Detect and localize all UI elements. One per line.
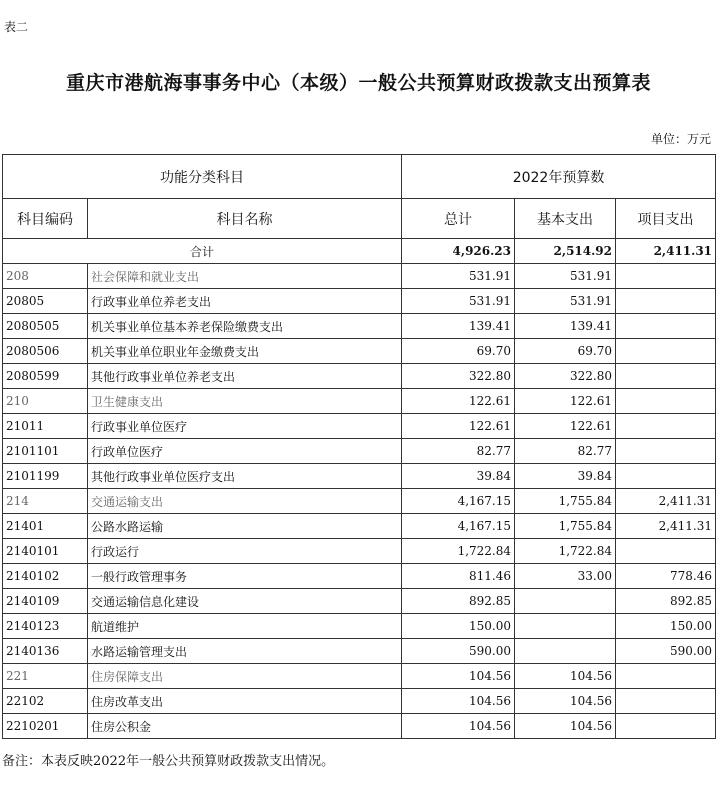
row-total: 892.85: [402, 589, 515, 614]
row-code: 22102: [3, 689, 88, 714]
row-basic: 1,755.84: [515, 514, 616, 539]
table-row: [3, 614, 716, 639]
table-row: [3, 489, 716, 514]
row-code: 2140102: [3, 564, 88, 589]
unit-label: 单位：万元: [650, 132, 711, 146]
row-basic: 531.91: [515, 289, 616, 314]
table-row: [3, 364, 716, 389]
row-basic: 531.91: [515, 264, 616, 289]
row-total: 150.00: [402, 614, 515, 639]
row-name: 行政单位医疗: [88, 439, 402, 464]
row-project: [616, 714, 716, 739]
row-total: 82.77: [402, 439, 515, 464]
row-basic: 1,722.84: [515, 539, 616, 564]
row-total: 322.80: [402, 364, 515, 389]
row-basic: 322.80: [515, 364, 616, 389]
table-row: [3, 439, 716, 464]
row-code: 221: [3, 664, 88, 689]
row-code: 2080506: [3, 339, 88, 364]
row-basic: 122.61: [515, 414, 616, 439]
row-code: 2140109: [3, 589, 88, 614]
row-total: 122.61: [402, 389, 515, 414]
table-row: [3, 639, 716, 664]
row-basic: 139.41: [515, 314, 616, 339]
row-name: 公路水路运输: [88, 514, 402, 539]
row-total: 39.84: [402, 464, 515, 489]
row-project: 2,411.31: [616, 514, 716, 539]
row-project: [616, 539, 716, 564]
row-name: 交通运输支出: [88, 489, 402, 514]
table-row: [3, 414, 716, 439]
row-name: 交通运输信息化建设: [88, 589, 402, 614]
row-project: 2,411.31: [616, 489, 716, 514]
row-code: 210: [3, 389, 88, 414]
table-row: [3, 564, 716, 589]
table-row: [3, 714, 716, 739]
row-name: 住房公积金: [88, 714, 402, 739]
row-name: 社会保障和就业支出: [88, 264, 402, 289]
row-project: [616, 289, 716, 314]
row-basic: 122.61: [515, 389, 616, 414]
row-project: [616, 314, 716, 339]
row-total: 139.41: [402, 314, 515, 339]
row-name: 住房改革支出: [88, 689, 402, 714]
header-basic: 基本支出: [515, 199, 616, 239]
row-total: 590.00: [402, 639, 515, 664]
page-title: 重庆市港航海事事务中心（本级）一般公共预算财政拨款支出预算表: [65, 72, 651, 94]
row-project: [616, 264, 716, 289]
total-total: 4,926.23: [402, 239, 515, 264]
row-name: 行政运行: [88, 539, 402, 564]
table-row: [3, 314, 716, 339]
row-code: 2080505: [3, 314, 88, 339]
row-project: [616, 389, 716, 414]
row-name: 机关事业单位基本养老保险缴费支出: [88, 314, 402, 339]
row-basic: [515, 614, 616, 639]
row-code: 21011: [3, 414, 88, 439]
row-basic: 104.56: [515, 664, 616, 689]
table-row: [3, 389, 716, 414]
row-code: 2210201: [3, 714, 88, 739]
row-basic: 104.56: [515, 714, 616, 739]
row-total: 1,722.84: [402, 539, 515, 564]
total-row: [3, 239, 716, 264]
row-name: 机关事业单位职业年金缴费支出: [88, 339, 402, 364]
row-code: 2080599: [3, 364, 88, 389]
row-basic: 82.77: [515, 439, 616, 464]
table-row: [3, 664, 716, 689]
row-project: [616, 464, 716, 489]
header-project: 项目支出: [616, 199, 716, 239]
row-project: [616, 664, 716, 689]
row-basic: 104.56: [515, 689, 616, 714]
row-project: [616, 414, 716, 439]
header-budget-year: 2022年预算数: [402, 155, 716, 199]
row-name: 航道维护: [88, 614, 402, 639]
row-code: 2140101: [3, 539, 88, 564]
table-row: [3, 339, 716, 364]
header-functional-classification: 功能分类科目: [3, 155, 402, 199]
row-project: [616, 364, 716, 389]
row-code: 2140123: [3, 614, 88, 639]
row-total: 4,167.15: [402, 514, 515, 539]
table-row: [3, 464, 716, 489]
header-total: 总计: [402, 199, 515, 239]
row-total: 122.61: [402, 414, 515, 439]
total-project: 2,411.31: [616, 239, 716, 264]
row-name: 卫生健康支出: [88, 389, 402, 414]
row-name: 行政事业单位养老支出: [88, 289, 402, 314]
row-name: 水路运输管理支出: [88, 639, 402, 664]
row-code: 214: [3, 489, 88, 514]
row-total: 531.91: [402, 264, 515, 289]
row-code: 20805: [3, 289, 88, 314]
row-total: 104.56: [402, 689, 515, 714]
row-total: 104.56: [402, 714, 515, 739]
row-project: 150.00: [616, 614, 716, 639]
row-code: 208: [3, 264, 88, 289]
row-project: 892.85: [616, 589, 716, 614]
row-code: 2101101: [3, 439, 88, 464]
footnote: 备注：本表反映2022年一般公共预算财政拨款支出情况。: [2, 754, 335, 769]
row-project: [616, 689, 716, 714]
row-total: 104.56: [402, 664, 515, 689]
total-basic: 2,514.92: [515, 239, 616, 264]
row-project: [616, 339, 716, 364]
row-code: 21401: [3, 514, 88, 539]
header-name: 科目名称: [88, 199, 402, 239]
row-total: 811.46: [402, 564, 515, 589]
document-label: 表二: [4, 20, 29, 34]
total-label: 合计: [3, 239, 402, 264]
row-basic: [515, 639, 616, 664]
row-name: 一般行政管理事务: [88, 564, 402, 589]
row-name: 行政事业单位医疗: [88, 414, 402, 439]
row-project: [616, 439, 716, 464]
table-row: [3, 589, 716, 614]
header-code: 科目编码: [3, 199, 88, 239]
budget-table: [2, 154, 716, 739]
table-row: [3, 264, 716, 289]
row-basic: 39.84: [515, 464, 616, 489]
table-row: [3, 689, 716, 714]
row-project: 590.00: [616, 639, 716, 664]
row-code: 2140136: [3, 639, 88, 664]
row-basic: [515, 589, 616, 614]
row-basic: 69.70: [515, 339, 616, 364]
table-row: [3, 289, 716, 314]
row-name: 住房保障支出: [88, 664, 402, 689]
row-total: 531.91: [402, 289, 515, 314]
table-row: [3, 539, 716, 564]
row-code: 2101199: [3, 464, 88, 489]
row-basic: 1,755.84: [515, 489, 616, 514]
row-basic: 33.00: [515, 564, 616, 589]
table-row: [3, 514, 716, 539]
row-total: 69.70: [402, 339, 515, 364]
row-name: 其他行政事业单位养老支出: [88, 364, 402, 389]
row-total: 4,167.15: [402, 489, 515, 514]
row-project: 778.46: [616, 564, 716, 589]
row-name: 其他行政事业单位医疗支出: [88, 464, 402, 489]
